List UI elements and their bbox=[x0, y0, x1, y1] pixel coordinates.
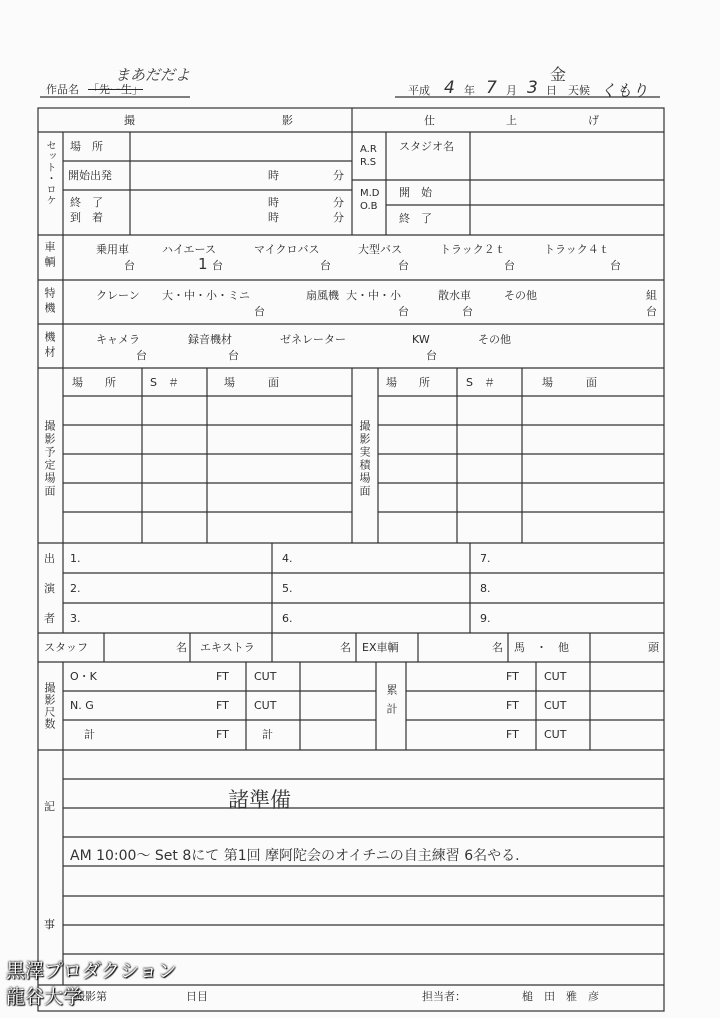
staff-name-unit: 名 bbox=[176, 641, 187, 654]
weekday-handwritten: 金 bbox=[550, 65, 567, 84]
vehicle-truck4t: トラック４ｔ bbox=[544, 243, 610, 256]
special-side-label: 特機 bbox=[43, 287, 56, 317]
equip-other: その他 bbox=[478, 333, 511, 346]
special-other-unit: 台 bbox=[646, 305, 657, 318]
cast-side-2: 演 bbox=[44, 582, 55, 595]
cum-ft-1: FT bbox=[506, 670, 519, 683]
vehicle-microbus: マイクロバス bbox=[254, 243, 320, 256]
day-unit: 日 bbox=[546, 84, 557, 97]
cum-ft-2: FT bbox=[506, 699, 519, 712]
planned-scenes-side-label: 撮影予定場面 bbox=[43, 420, 56, 498]
month-unit: 月 bbox=[506, 84, 517, 97]
ar-label: A.R bbox=[360, 144, 377, 155]
finish-end-label: 終 了 bbox=[399, 212, 432, 225]
footage-ok-ft: FT bbox=[216, 670, 229, 683]
arrive-minute: 分 bbox=[333, 211, 344, 224]
vehicle-hiace-count: 1 bbox=[198, 255, 208, 273]
footage-cumulative-label: 累計 bbox=[385, 684, 398, 722]
era-label: 平成 bbox=[408, 84, 430, 97]
equip-camera: キャメラ bbox=[96, 333, 140, 346]
cast-side-1: 出 bbox=[44, 552, 55, 565]
section-finish-c: げ bbox=[588, 114, 599, 127]
footage-ng-cut: CUT bbox=[254, 699, 277, 712]
horse-head-unit: 頭 bbox=[648, 641, 659, 654]
footage-total-label: 計 bbox=[84, 728, 95, 741]
actual-col-place: 場 所 bbox=[386, 376, 430, 389]
equipment-side-label: 機材 bbox=[43, 331, 56, 361]
section-shoot-a: 撮 bbox=[124, 114, 135, 127]
special-fan-sizes: 大・中・小 bbox=[346, 289, 401, 302]
vehicle-car-unit: 台 bbox=[124, 259, 135, 272]
equip-kw: KW bbox=[412, 333, 430, 346]
planned-col-scene: 場 面 bbox=[224, 376, 279, 389]
footer-day-label: 日目 bbox=[186, 990, 208, 1003]
weather-label: 天候 bbox=[568, 84, 590, 97]
footage-side-label: 撮影尺数 bbox=[43, 682, 56, 730]
vehicle-truck2t-unit: 台 bbox=[504, 259, 515, 272]
cum-cut-3: CUT bbox=[544, 728, 567, 741]
depart-hour: 時 bbox=[268, 169, 279, 182]
special-group: 組 bbox=[646, 289, 657, 302]
footage-ok-label: O・K bbox=[70, 670, 97, 683]
year-value: 4 bbox=[444, 78, 455, 98]
special-water-unit: 台 bbox=[462, 305, 473, 318]
section-finish-b: 上 bbox=[506, 114, 517, 127]
rs-label: R.S bbox=[360, 157, 377, 168]
watermark-line-2: 龍谷大学 bbox=[6, 986, 83, 1008]
ex-car-name-unit: 名 bbox=[492, 641, 503, 654]
extra-name-unit: 名 bbox=[340, 641, 351, 654]
cast-side-3: 者 bbox=[44, 612, 55, 625]
finish-start-label: 開 始 bbox=[399, 186, 432, 199]
cast-1: 1. bbox=[70, 552, 81, 565]
vehicle-car: 乗用車 bbox=[96, 243, 129, 256]
section-finish-a: 仕 bbox=[424, 114, 435, 127]
planned-col-scene-no: S ＃ bbox=[150, 376, 179, 389]
arrive-hour: 時 bbox=[268, 211, 279, 224]
footage-ok-cut: CUT bbox=[254, 670, 277, 683]
section-shoot-b: 影 bbox=[282, 114, 293, 127]
footage-total-kei: 計 bbox=[262, 728, 273, 741]
special-other: その他 bbox=[504, 289, 537, 302]
end-label: 終 了 bbox=[70, 196, 103, 209]
studio-label: スタジオ名 bbox=[399, 140, 454, 153]
vehicle-truck4t-unit: 台 bbox=[610, 259, 621, 272]
notes-side-label-a: 記 bbox=[44, 800, 55, 813]
footage-total-ft: FT bbox=[216, 728, 229, 741]
cum-cut-2: CUT bbox=[544, 699, 567, 712]
watermark-line-1: 黒澤プロダクション bbox=[6, 960, 177, 982]
vehicles-side-label: 車輌 bbox=[43, 241, 56, 271]
title-printed: 「先ー生」 bbox=[88, 83, 143, 96]
cast-2: 2. bbox=[70, 582, 81, 595]
vehicle-microbus-unit: 台 bbox=[320, 259, 331, 272]
footer-person-label: 担当者： bbox=[422, 990, 466, 1003]
md-label: M.D bbox=[360, 188, 380, 199]
end-minute: 分 bbox=[333, 196, 344, 209]
end-hour: 時 bbox=[268, 196, 279, 209]
cast-3: 3. bbox=[70, 612, 81, 625]
weather-value: くもり bbox=[600, 81, 649, 100]
cum-ft-3: FT bbox=[506, 728, 519, 741]
notes-side-label-b: 事 bbox=[44, 918, 55, 931]
footer-record-label: 撮影第 bbox=[74, 990, 107, 1003]
depart-label: 開始出発 bbox=[68, 169, 112, 182]
equip-generator: ゼネレーター bbox=[280, 333, 346, 346]
depart-minute: 分 bbox=[333, 169, 344, 182]
cast-6: 6. bbox=[282, 612, 293, 625]
staff-label: スタッフ bbox=[44, 641, 88, 654]
vehicle-truck2t: トラック２ｔ bbox=[440, 243, 506, 256]
vehicle-hiace-unit: 台 bbox=[212, 259, 223, 272]
footage-ng-ft: FT bbox=[216, 699, 229, 712]
cast-7: 7. bbox=[480, 552, 491, 565]
actual-col-scene: 場 面 bbox=[542, 376, 597, 389]
month-value: 7 bbox=[486, 78, 497, 98]
footer-person-name: 槌 田 雅 彦 bbox=[522, 990, 599, 1003]
special-fan-unit: 台 bbox=[398, 305, 409, 318]
notes-line-1: 諸準備 bbox=[228, 788, 291, 812]
title-label: 作品名 bbox=[46, 83, 79, 96]
special-fan: 扇風機 bbox=[306, 289, 339, 302]
equip-sound-unit: 台 bbox=[228, 349, 239, 362]
cast-9: 9. bbox=[480, 612, 491, 625]
title-handwritten: まあだだよ bbox=[115, 66, 191, 84]
special-crane-sizes: 大・中・小・ミニ bbox=[162, 289, 250, 302]
special-crane: クレーン bbox=[96, 289, 140, 302]
equip-camera-unit: 台 bbox=[136, 349, 147, 362]
actual-col-scene-no: S ＃ bbox=[466, 376, 495, 389]
cast-5: 5. bbox=[282, 582, 293, 595]
extra-label: エキストラ bbox=[200, 641, 255, 654]
notes-line-2: AM 10:00～ Set 8にて 第1回 摩阿陀会のオイチニの自主練習 6名やる. bbox=[70, 848, 520, 864]
footage-ng-label: N. G bbox=[70, 699, 94, 712]
arrive-label: 到 着 bbox=[70, 211, 103, 224]
cum-cut-1: CUT bbox=[544, 670, 567, 683]
equip-kw-unit: 台 bbox=[426, 349, 437, 362]
year-unit: 年 bbox=[464, 84, 475, 97]
vehicle-bus: 大型バス bbox=[358, 243, 402, 256]
special-crane-unit: 台 bbox=[254, 305, 265, 318]
horse-label: 馬 ・ 他 bbox=[514, 641, 569, 654]
place-label: 場 所 bbox=[70, 140, 103, 153]
actual-scenes-side-label: 撮影実積場面 bbox=[358, 420, 371, 498]
cast-8: 8. bbox=[480, 582, 491, 595]
vehicle-bus-unit: 台 bbox=[398, 259, 409, 272]
planned-col-place: 場 所 bbox=[72, 376, 116, 389]
ob-label: O.B bbox=[360, 201, 378, 212]
equip-sound: 録音機材 bbox=[188, 333, 232, 346]
cast-4: 4. bbox=[282, 552, 293, 565]
special-water-truck: 散水車 bbox=[438, 289, 471, 302]
set-loc-side-label: セット・ロケ bbox=[44, 140, 55, 206]
vehicle-hiace: ハイエース bbox=[162, 243, 217, 256]
day-value: 3 bbox=[527, 78, 538, 98]
ex-car-label: EX車輌 bbox=[362, 641, 399, 654]
